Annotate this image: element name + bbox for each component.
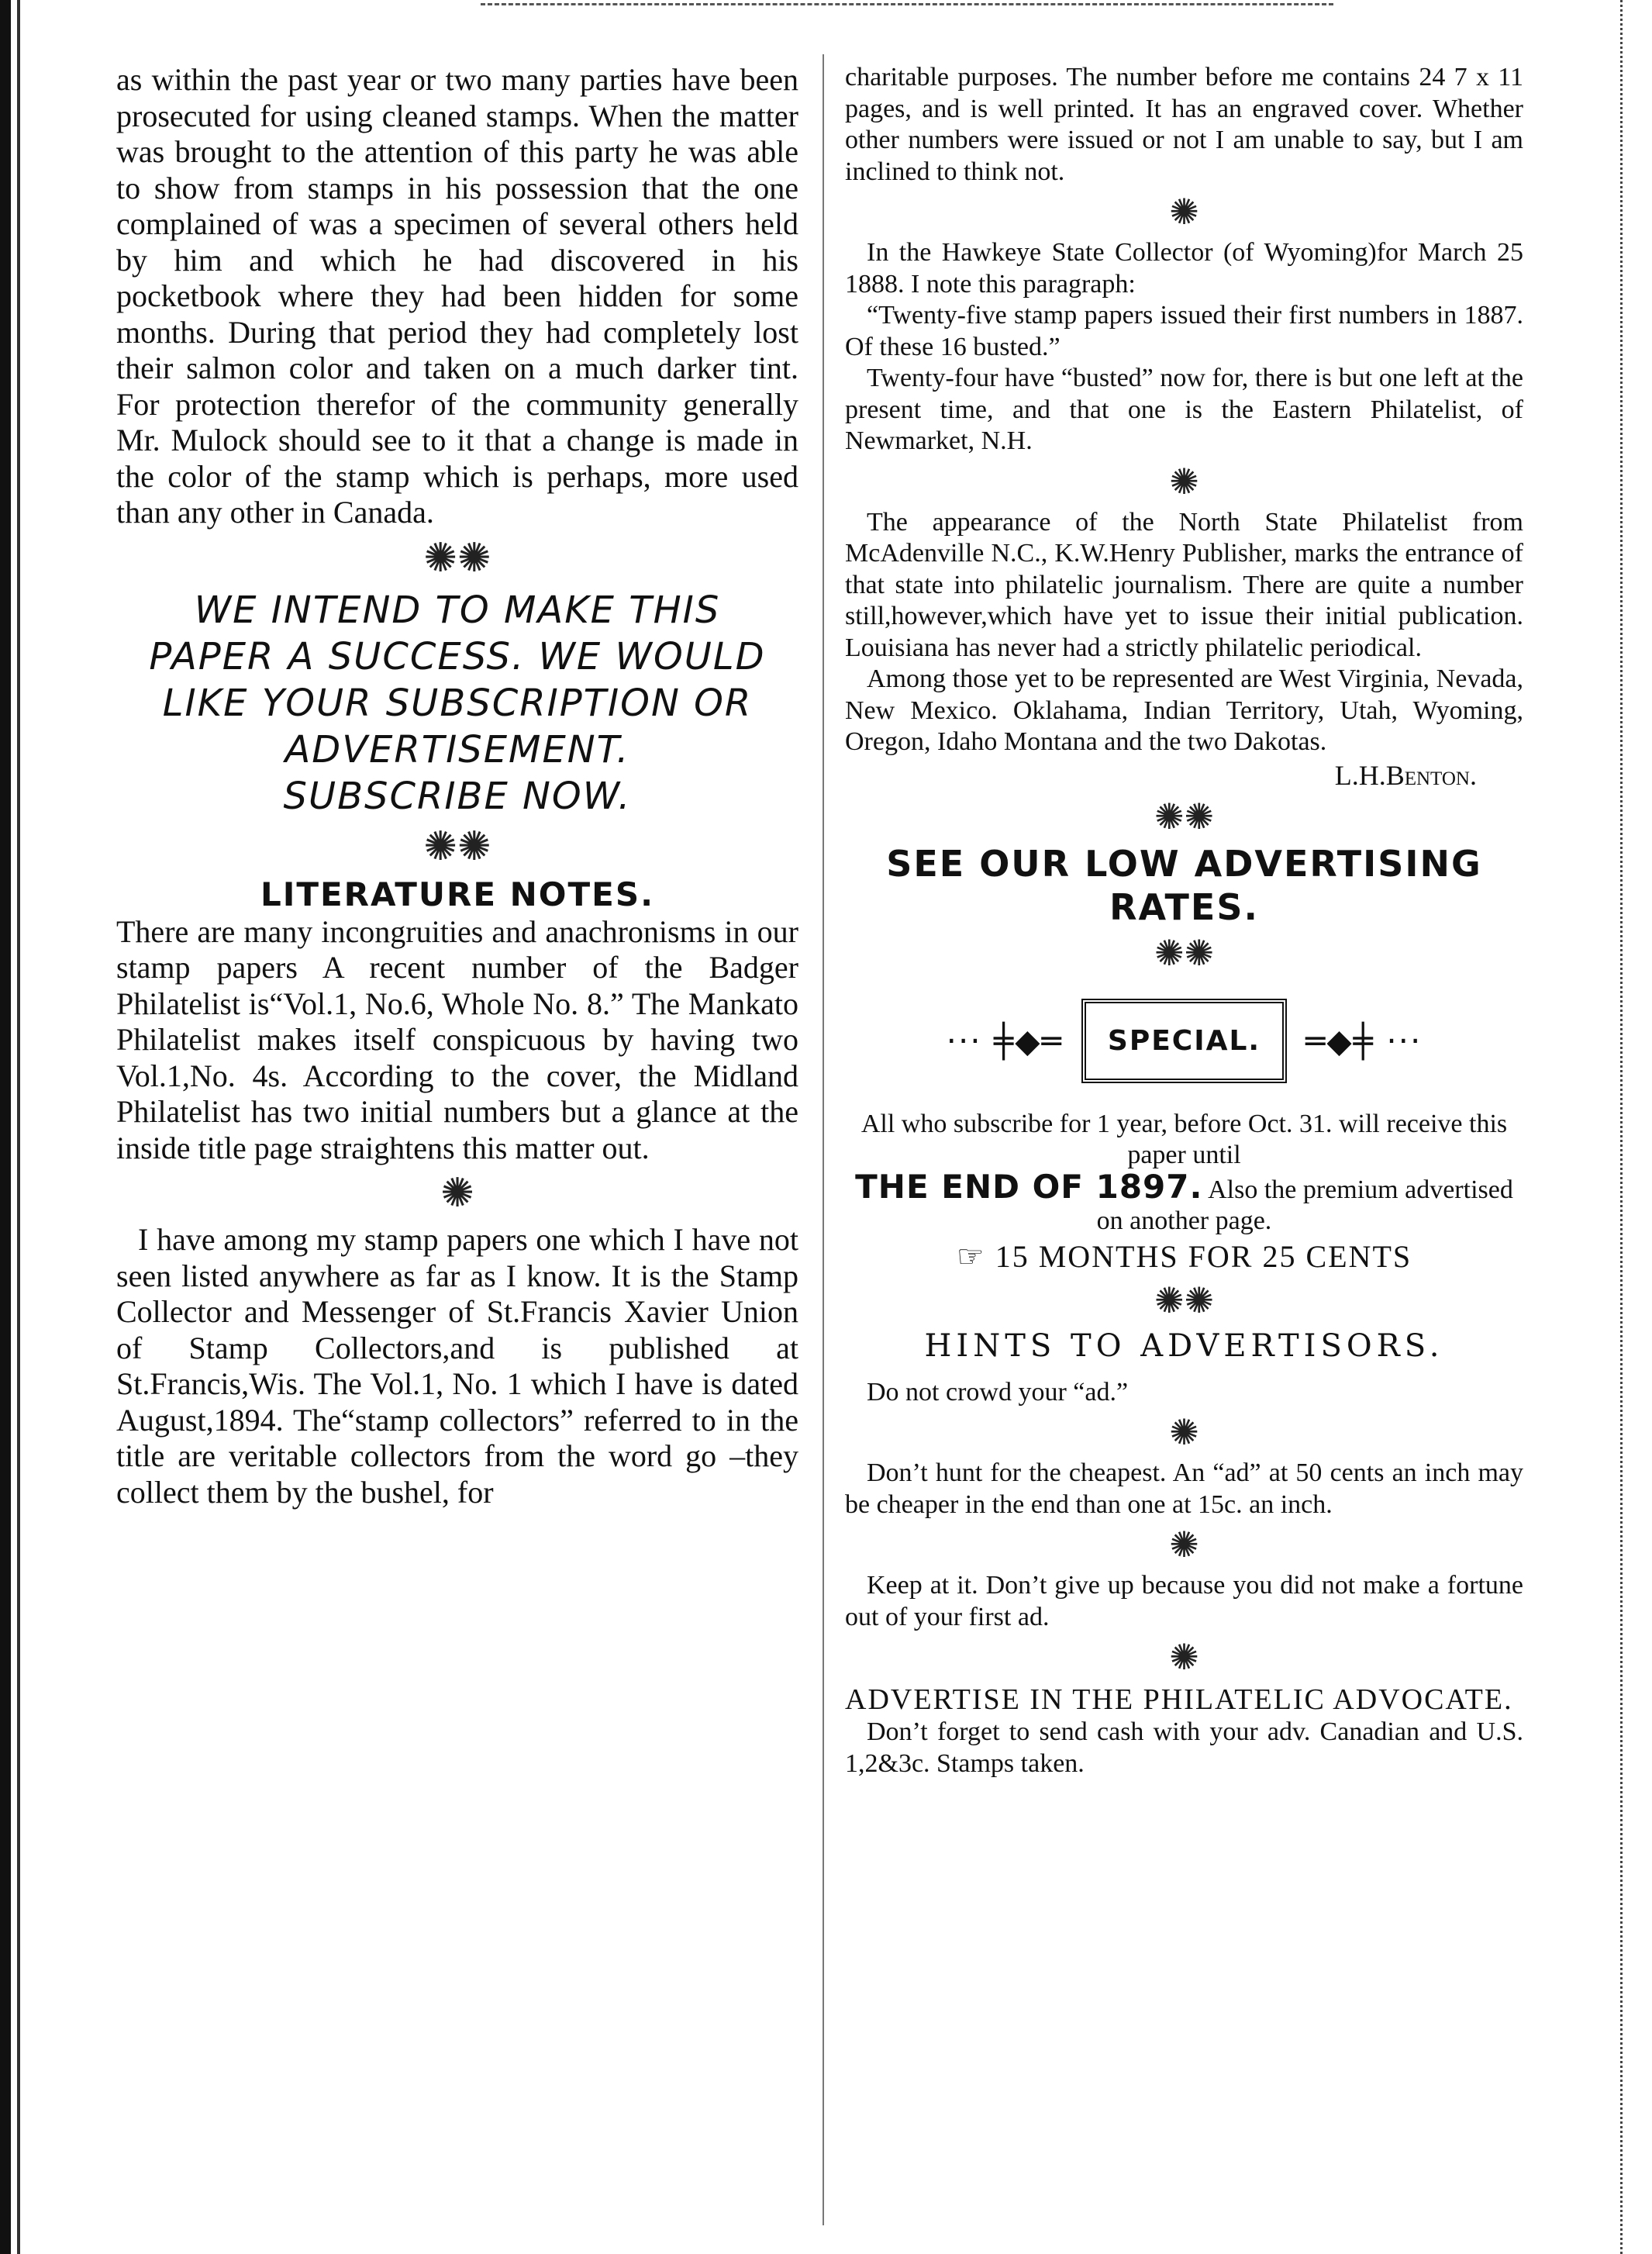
sunburst-ornament: ✺: [1169, 461, 1199, 502]
sunburst-ornament: ✺: [440, 1172, 474, 1216]
pointing-hand-icon: ☞: [956, 1238, 995, 1274]
page-edge-line: [17, 0, 20, 2254]
notice-line: WE INTEND TO MAKE THIS: [194, 588, 721, 632]
author-signature: L.H.Benton.: [1334, 759, 1477, 791]
paragraph-stamp-collector-messenger: I have among my stamp papers one which I have not seen listed anywhere as far as I know. It is the Stamp Collector and Messenger of St.Francis Xavier Union of Stamp Collectors,and is published at St.Francis,Wis. The Vol.1, No. 1 which I have is dated August,1894. The“stamp collectors” referred to in the title are veritable collectors from the word go –they collect them by the bushel, for: [116, 1222, 798, 1510]
sunburst-ornament: ✺✺: [423, 824, 491, 869]
sunburst-ornament: ✺: [1169, 1525, 1199, 1565]
hint-cheapest: Don’t hunt for the cheapest. An “ad” at 50 cents an inch may be cheaper in the end than one at 15c. an inch.: [845, 1458, 1523, 1519]
months-offer-text: 15 MONTHS FOR 25 CENTS: [995, 1238, 1412, 1274]
offer-line-1: All who subscribe for 1 year, before Oct. 31. will receive this paper until: [860, 1109, 1508, 1169]
header-rule: [481, 3, 1333, 13]
paragraph-cleaned-stamps: as within the past year or two many parties have been prosecuted for using cleaned stamps. When the matter was brought to the attention of this party he was able to show from stamps in his possession that the one complained of was a specimen of several others held by him and which he had discovered in his pocketbook where they had been hidden for some months. During that period they had completely lost their salmon color and taken on a much darker tint. For protection therefor of the community generally Mr. Mulock should see to it that a change is made in the color of the stamp which is perhaps, more used than any other in Canada.: [116, 62, 798, 530]
paragraph-twenty-four: Twenty-four have “busted” now for, there is but one left at the present time, and that one is the Eastern Philatelist, of Newmarket, N.H.: [845, 364, 1523, 455]
sunburst-ornament: ✺: [1169, 1638, 1199, 1677]
sunburst-ornament: ✺✺: [1154, 1280, 1215, 1320]
hint-crowd: Do not crowd your “ad.”: [867, 1377, 1129, 1407]
paragraph-incongruities: There are many incongruities and anachronisms in our stamp papers A recent number of the Badger Philatelist is“Vol.1, No.6, Whole No. 8.” The Mankato Philatelist makes itself conspicuous by having two Vol.1,No. 4s. According to the cover, the Midland Philatelist has two initial numbers but a glance at the inside title page straightens this matter out.: [116, 913, 798, 1165]
right-pointing-ornament-icon: ═◆╪ ···: [1305, 1022, 1423, 1060]
advertise-heading: ADVERTISE IN THE PHILATELIC ADVOCATE.: [845, 1683, 1513, 1716]
paragraph-north-state: The appearance of the North State Philatelist from McAdenville N.C., K.W.Henry Publisher, marks the entrance of that state into philatelic journalism. There are quite a number still,however,which have yet to issue their initial publication. Louisiana has never had a strictly philatelic periodical.: [845, 507, 1523, 662]
sunburst-ornament: ✺✺: [1154, 796, 1215, 837]
offer-text: [845, 1109, 1523, 1172]
notice-line: LIKE YOUR SUBSCRIPTION OR: [162, 681, 753, 725]
literature-notes-heading: LITERATURE NOTES.: [260, 875, 655, 913]
offer-end-date: THE END OF 1897.: [855, 1167, 1203, 1206]
hint-keep-at-it: Keep at it. Don’t give up because you did not make a fortune out of your first ad.: [845, 1571, 1523, 1631]
paragraph-among-those: Among those yet to be represented are West Virginia, Nevada, New Mexico. Oklahama, Indian Territory, Utah, Wyoming, Oregon, Idaho Montana and the two Dakotas.: [845, 664, 1523, 756]
paragraph-hawkeye: In the Hawkeye State Collector (of Wyoming)for March 25 1888. I note this paragraph:: [845, 238, 1523, 299]
subscribe-notice: [116, 587, 798, 820]
advertising-rates-heading: SEE OUR LOW ADVERTISING RATES.: [886, 842, 1482, 928]
notice-line: ADVERTISEMENT.: [285, 727, 630, 771]
sunburst-ornament: ✺✺: [423, 536, 491, 581]
offer-line-2: Also the premium advertised on another page.: [1096, 1175, 1513, 1235]
special-label-box: [1081, 999, 1287, 1083]
sunburst-ornament: ✺: [1169, 192, 1199, 232]
right-column: [845, 62, 1523, 1779]
special-banner: [845, 983, 1523, 1099]
paragraph-charitable: charitable purposes. The number before me contains 24 7 x 11 pages, and is well printed. It has an engraved cover. Whether other numbers were issued or not I am unable to say, but I am inclined to think not.: [845, 63, 1523, 186]
page-right-edge: [1620, 0, 1625, 2254]
hints-heading: HINTS TO ADVERTISORS.: [924, 1327, 1444, 1364]
left-pointing-ornament-icon: ··· ╪◆═: [946, 1022, 1063, 1060]
quote-twenty-five: “Twenty-five stamp papers issued their first numbers in 1887. Of these 16 busted.”: [845, 301, 1523, 361]
sunburst-ornament: ✺: [1169, 1413, 1199, 1452]
months-offer: [845, 1237, 1523, 1276]
closing-note: Don’t forget to send cash with your adv. Canadian and U.S. 1,2&3c. Stamps taken.: [845, 1717, 1523, 1778]
column-divider: [823, 54, 824, 2225]
notice-line: PAPER A SUCCESS. WE WOULD: [149, 634, 766, 678]
special-label: SPECIAL.: [1107, 1025, 1261, 1057]
page-edge-shadow: [0, 0, 11, 2254]
notice-line: SUBSCRIBE NOW.: [283, 774, 632, 818]
left-column: [116, 62, 798, 1510]
offer-text-2: [845, 1167, 1523, 1237]
sunburst-ornament: ✺✺: [1154, 933, 1215, 973]
